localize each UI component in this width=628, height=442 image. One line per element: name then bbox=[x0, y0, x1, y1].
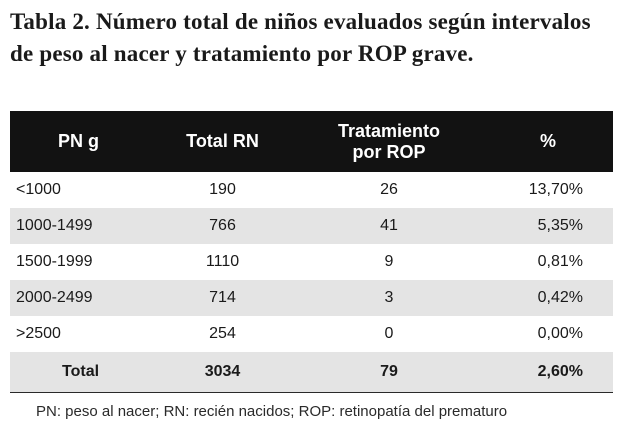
header-row bbox=[10, 111, 613, 172]
cell-treated: 0 bbox=[384, 325, 394, 342]
total-label: Total bbox=[62, 362, 100, 380]
header-treatment-line2: por ROP bbox=[352, 141, 426, 162]
cell-total: 766 bbox=[209, 217, 236, 234]
cell-range: 2000-2499 bbox=[16, 289, 93, 306]
cell-total: 254 bbox=[209, 325, 236, 342]
total-rn-sum: 3034 bbox=[204, 362, 241, 380]
table-row bbox=[10, 244, 613, 280]
cell-total: 190 bbox=[209, 181, 236, 198]
header-pn: PN g bbox=[58, 131, 100, 151]
cell-treated: 9 bbox=[384, 253, 394, 270]
cell-percent: 5,35% bbox=[537, 217, 583, 234]
data-table-container bbox=[10, 111, 613, 393]
cell-total: 714 bbox=[209, 289, 236, 306]
table-header bbox=[10, 111, 613, 172]
cell-treated: 41 bbox=[380, 217, 398, 234]
cell-range: 1500-1999 bbox=[16, 253, 93, 270]
table-title: Tabla 2. Número total de niños evaluados según intervalos de peso al nacer y tratamiento por ROP grave. bbox=[10, 9, 591, 66]
cell-percent: 0,81% bbox=[537, 253, 583, 270]
cell-percent: 13,70% bbox=[528, 181, 583, 198]
total-row bbox=[10, 352, 613, 392]
table-row bbox=[10, 280, 613, 316]
table-footnote: PN: peso al nacer; RN: recién nacidos; ROP: retinopatía del prematuro bbox=[36, 403, 508, 420]
table-body bbox=[10, 172, 613, 392]
cell-range: >2500 bbox=[16, 325, 61, 342]
header-percent: % bbox=[539, 131, 556, 151]
table-row bbox=[10, 172, 613, 208]
total-percent: 2,60% bbox=[537, 362, 583, 380]
cell-total: 1110 bbox=[205, 253, 240, 270]
cell-treated: 26 bbox=[380, 181, 398, 198]
total-treated-sum: 79 bbox=[380, 362, 398, 380]
header-treatment bbox=[295, 111, 483, 172]
table-row bbox=[10, 208, 613, 244]
cell-range: 1000-1499 bbox=[16, 217, 93, 234]
birth-weight-table bbox=[10, 111, 613, 393]
table-row bbox=[10, 316, 613, 352]
header-total-rn: Total RN bbox=[186, 131, 259, 151]
header-treatment-line1: Tratamiento bbox=[337, 120, 441, 141]
cell-treated: 3 bbox=[384, 289, 394, 306]
cell-percent: 0,42% bbox=[537, 289, 583, 306]
cell-range: <1000 bbox=[16, 181, 61, 198]
cell-percent: 0,00% bbox=[537, 325, 583, 342]
